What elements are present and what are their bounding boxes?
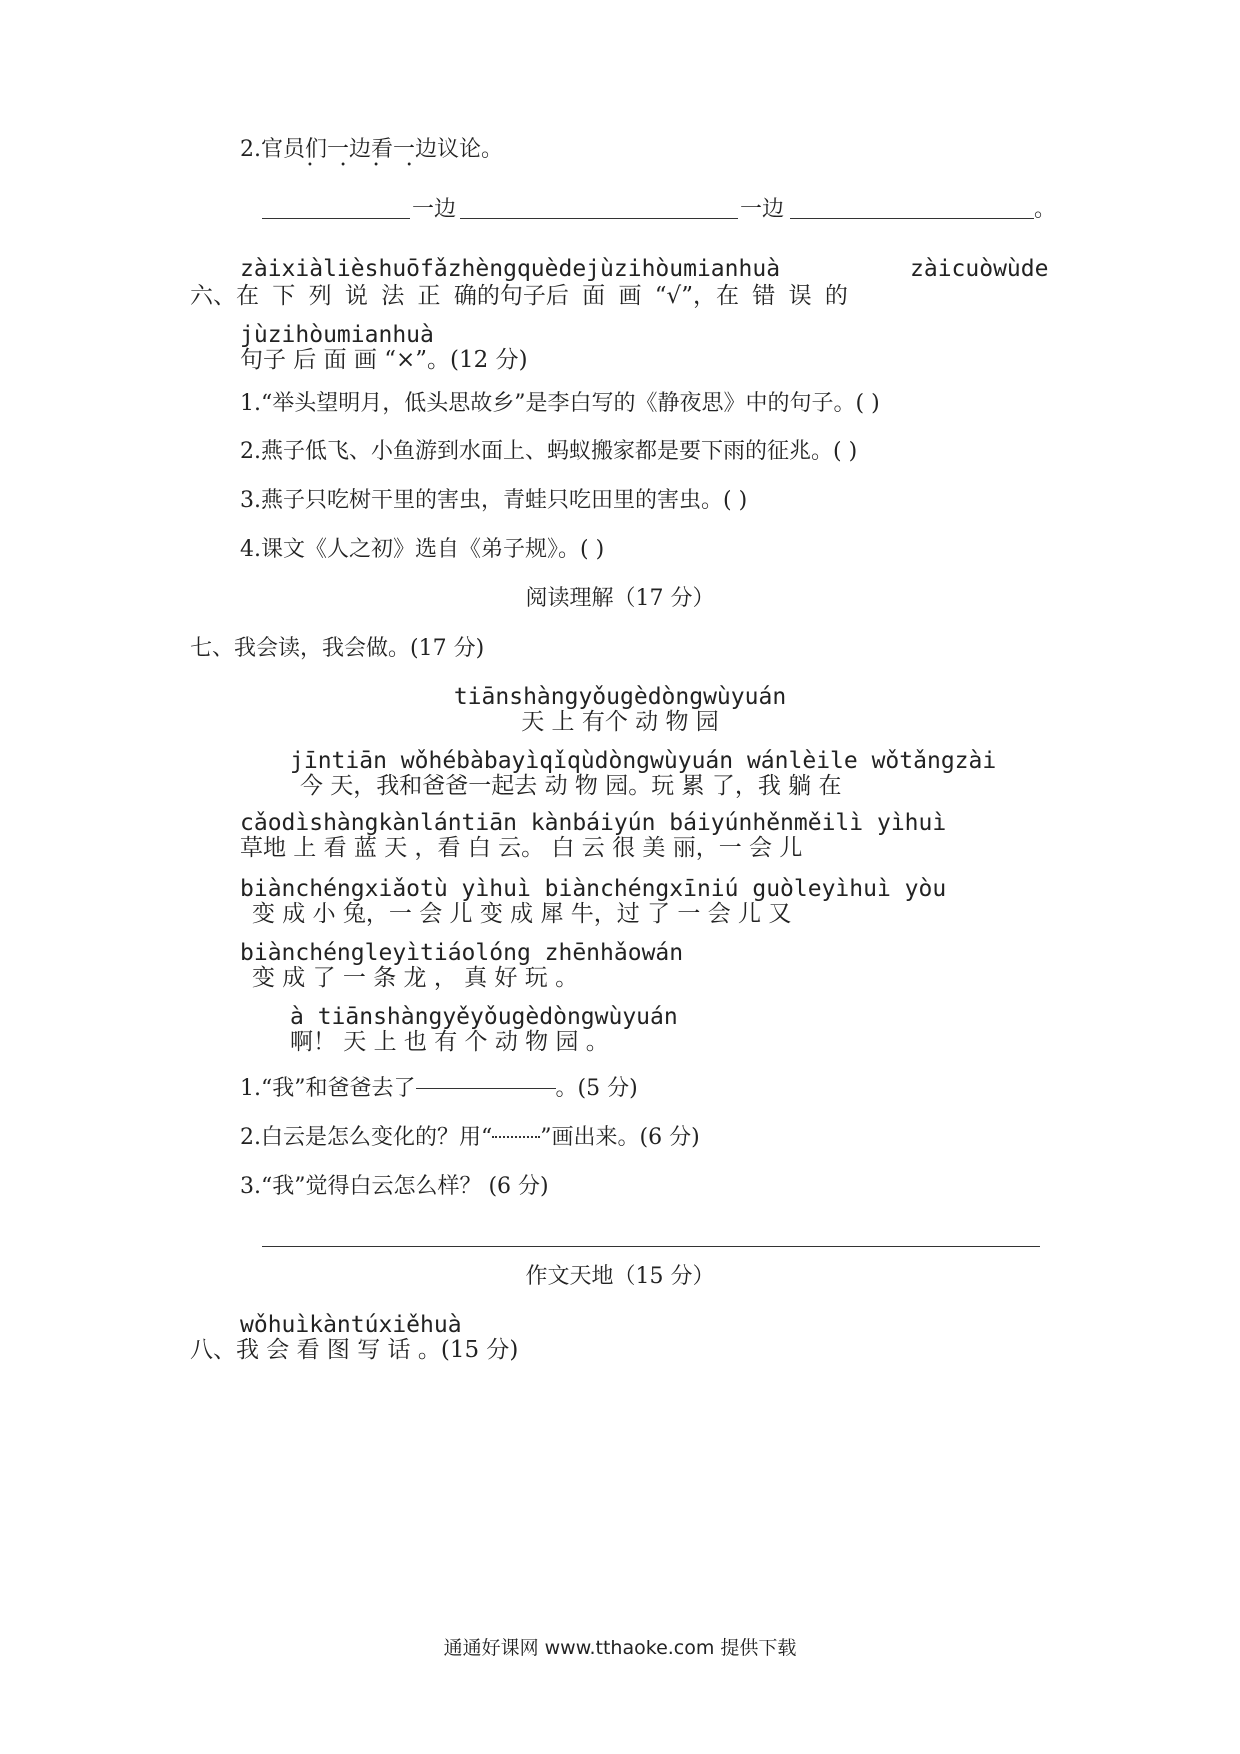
passage-line-4: 变 成 了 一 条 龙 ， 真 好 玩 。 bbox=[252, 965, 579, 991]
sec6-pinyin-2: jùzihòumianhuà bbox=[240, 322, 434, 348]
judge-item-4[interactable]: 4.课文《人之初》选自《弟子规》。( ) bbox=[240, 537, 605, 562]
sec6-heading-2: 句子 后 面 画 “×”。(12 分) bbox=[240, 347, 528, 373]
sec6-pinyin-1: zàixiàlièshuōfǎzhèngquèdejùzihòumianhuà bbox=[240, 256, 781, 282]
story-title-pinyin: tiānshàngyǒugèdòngwùyuán bbox=[453, 684, 787, 710]
passage-line-3: 变 成 小 兔，一 会 儿 变 成 犀 牛，过 了 一 会 儿 又 bbox=[252, 901, 792, 927]
question-3-answer-line[interactable] bbox=[262, 1246, 1040, 1247]
judge-item-2[interactable]: 2.燕子低飞、小鱼游到水面上、蚂蚁搬家都是要下雨的征兆。( ) bbox=[240, 439, 858, 464]
question-2-tail: ”画出来。(6 分) bbox=[540, 1125, 700, 1150]
judge-item-3[interactable]: 3.燕子只吃树干里的害虫，青蛙只吃田里的害虫。( ) bbox=[240, 488, 748, 513]
question-3: 3.“我”觉得白云怎么样？ (6 分) bbox=[240, 1174, 549, 1199]
wavy-line-icon bbox=[492, 1136, 540, 1138]
answer-blank-2[interactable] bbox=[460, 218, 738, 219]
footer-text: 通通好课网 www.tthaoke.com 提供下载 bbox=[443, 1637, 797, 1659]
emphasis-dots: • • • • bbox=[307, 160, 425, 171]
question-1-text: 1.“我”和爸爸去了 bbox=[240, 1076, 416, 1101]
sec8-pinyin: wǒhuìkàntúxiěhuà bbox=[240, 1312, 462, 1338]
passage-line-1: 今 天，我和爸爸一起去 动 物 园。玩 累 了，我 躺 在 bbox=[300, 773, 842, 799]
passage-pinyin-4: biànchéngleyìtiáolóng zhēnhǎowán bbox=[240, 940, 684, 966]
answer-blank-3[interactable] bbox=[790, 218, 1034, 219]
question-1-score: 。(5 分) bbox=[555, 1076, 638, 1101]
fill-label-b: 一边 bbox=[740, 197, 785, 222]
passage-line-5: 啊！ 天 上 也 有 个 动 物 园 。 bbox=[290, 1029, 609, 1055]
writing-heading: 作文天地（15 分） bbox=[525, 1264, 715, 1289]
question-1-blank[interactable] bbox=[416, 1088, 556, 1089]
answer-blank-1[interactable] bbox=[262, 218, 410, 219]
passage-pinyin-5: à tiānshàngyěyǒugèdòngwùyuán bbox=[290, 1004, 678, 1030]
sec6-pinyin-1b: zàicuòwùde bbox=[910, 256, 1049, 282]
sec6-heading: 六、在 下 列 说 法 正 确的句子后 面 画 “√”，在 错 误 的 bbox=[190, 283, 848, 309]
passage-pinyin-3: biànchéngxiǎotù yìhuì biànchéngxīniú guòleyìhuì yòu bbox=[240, 876, 947, 902]
sec5-item2: 2.官员们一边看一边议论。 bbox=[240, 137, 503, 162]
reading-heading: 阅读理解（17 分） bbox=[525, 586, 715, 611]
passage-line-2: 草地 上 看 蓝 天 ，看 白 云。 白 云 很 美 丽，一 会 儿 bbox=[240, 835, 803, 861]
question-2 bbox=[240, 1124, 700, 1152]
sec7-heading: 七、我会读，我会做。(17 分) bbox=[190, 636, 485, 661]
question-2-text: 2.白云是怎么变化的？用“ bbox=[240, 1125, 493, 1150]
passage-pinyin-2: cǎodìshàngkànlántiān kànbáiyún báiyúnhěnměilì yìhuì bbox=[240, 810, 947, 836]
passage-pinyin-1: jīntiān wǒhébàbayìqǐqùdòngwùyuán wánlèile wǒtǎngzài bbox=[290, 748, 997, 774]
fill-end: 。 bbox=[1034, 197, 1057, 222]
judge-item-1[interactable]: 1.“举头望明月，低头思故乡”是李白写的《静夜思》中的句子。( ) bbox=[240, 391, 880, 416]
question-1 bbox=[240, 1075, 638, 1103]
story-title: 天 上 有个 动 物 园 bbox=[521, 709, 719, 735]
fill-label-a: 一边 bbox=[412, 197, 457, 222]
sec8-heading: 八、我 会 看 图 写 话 。(15 分) bbox=[190, 1337, 519, 1363]
